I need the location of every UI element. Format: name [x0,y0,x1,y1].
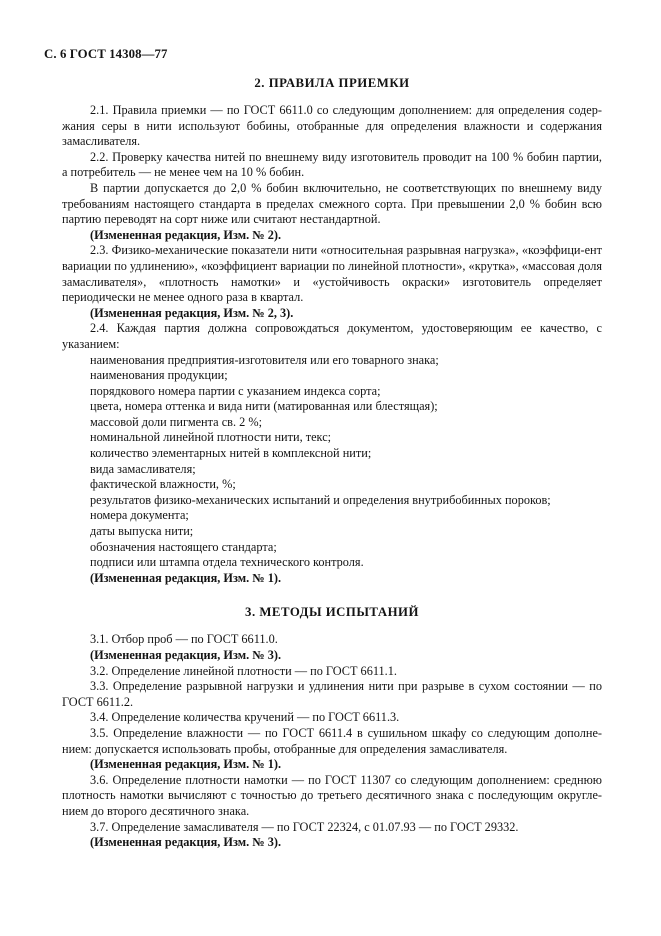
revision-note: (Измененная редакция, Изм. № 3). [90,835,282,850]
list-item: обозначения настоящего стандарта; [90,539,277,554]
revision-note: (Измененная редакция, Изм. № 1). [90,570,282,585]
paragraph-2-2: 2.2. Проверку качества нитей по внешнему виду изготовитель проводит на 100 % бобин партии, а потребитель — не менее чем на 10 % бобин. [62,149,602,180]
page-header: С. 6 ГОСТ 14308—77 [44,47,168,61]
paragraph-3-3: 3.3. Определение разрывной нагрузки и удлинения нити при разрыве в сухом состоянии — по ГОСТ 6611.2. [62,679,602,709]
paragraph-2-1: 2.1. Правила приемки — по ГОСТ 6611.0 со следующим дополнением: для определения содер-жания серы в нити используют бобины, отобранные для определения влажности и содержания замасливателя. [62,103,602,149]
paragraph-3-4: 3.4. Определение количества кручений — по ГОСТ 6611.3. [90,710,400,725]
list-item: количество элементарных нитей в комплексной нити; [90,446,372,461]
list-item: номинальной линейной плотности нити, текс; [90,430,332,445]
list-item: цвета, номера оттенка и вида нити (матированная или блестящая); [90,399,438,414]
section-title-acceptance-rules: 2. ПРАВИЛА ПРИЕМКИ [254,76,410,90]
paragraph-3-5: 3.5. Определение влажности — по ГОСТ 6611.4 в сушильном шкафу со следующим дополне-нием: допускается использовать пробы, отобранные для определения замасливателя. [62,725,602,756]
list-item: вида замасливателя; [90,461,196,476]
revision-note: (Измененная редакция, Изм. № 2, 3). [90,305,294,320]
paragraph-2-2-continued: В партии допускается до 2,0 % бобин включительно, не соответствующих по внешнему виду требованиям настоящего стандарта в пределах смежного сорта. При превышении 2,0 % бобин всю партию переводят на сорт ниже или считают нестандартной. [62,180,602,227]
list-item: подписи или штампа отдела технического контроля. [90,555,364,570]
paragraph-3-2: 3.2. Определение линейной плотности — по ГОСТ 6611.1. [90,663,397,678]
list-item: результатов физико-механических испытаний и определения внутрибобинных пороков; [90,492,551,507]
paragraph-2-4: 2.4. Каждая партия должна сопровождаться документом, удостоверяющим ее качество, с указанием: [62,321,602,351]
revision-note: (Измененная редакция, Изм. № 2). [90,227,282,242]
paragraph-3-6: 3.6. Определение плотности намотки — по ГОСТ 11307 со следующим дополнением: среднюю плотность намотки вычисляют с точностью до третьего десятичного знака с последующим округле-нием до второго десятичного знака. [62,772,602,818]
section-title-test-methods: 3. МЕТОДЫ ИСПЫТАНИЙ [245,605,419,620]
list-item: порядкового номера партии с указанием индекса сорта; [90,383,381,398]
list-item: массовой доли пигмента св. 2 %; [90,414,262,429]
list-item: фактической влажности, %; [90,477,236,492]
paragraph-3-1: 3.1. Отбор проб — по ГОСТ 6611.0. [90,632,278,647]
revision-note: (Измененная редакция, Изм. № 3). [90,648,282,662]
list-item: наименования продукции; [90,368,228,383]
paragraph-2-3: 2.3. Физико-механические показатели нити «относительная разрывная нагрузка», «коэффици-ент вариации по удлинению», «коэффициент вариации по линейной плотности», «крутка», «массовая доля замасливателя», «плотность намотки» и «устойчивость окраски» изготовитель определяет периодически не менее одного раза в квартал. [62,243,602,305]
revision-note: (Измененная редакция, Изм. № 1). [90,757,282,772]
list-item: даты выпуска нити; [90,524,194,539]
list-item: номера документа; [90,508,189,523]
paragraph-3-7: 3.7. Определение замасливателя — по ГОСТ 22324, с 01.07.93 — по ГОСТ 29332. [90,819,519,834]
document-body [62,73,602,851]
list-item: наименования предприятия-изготовителя или его товарного знака; [90,352,439,367]
